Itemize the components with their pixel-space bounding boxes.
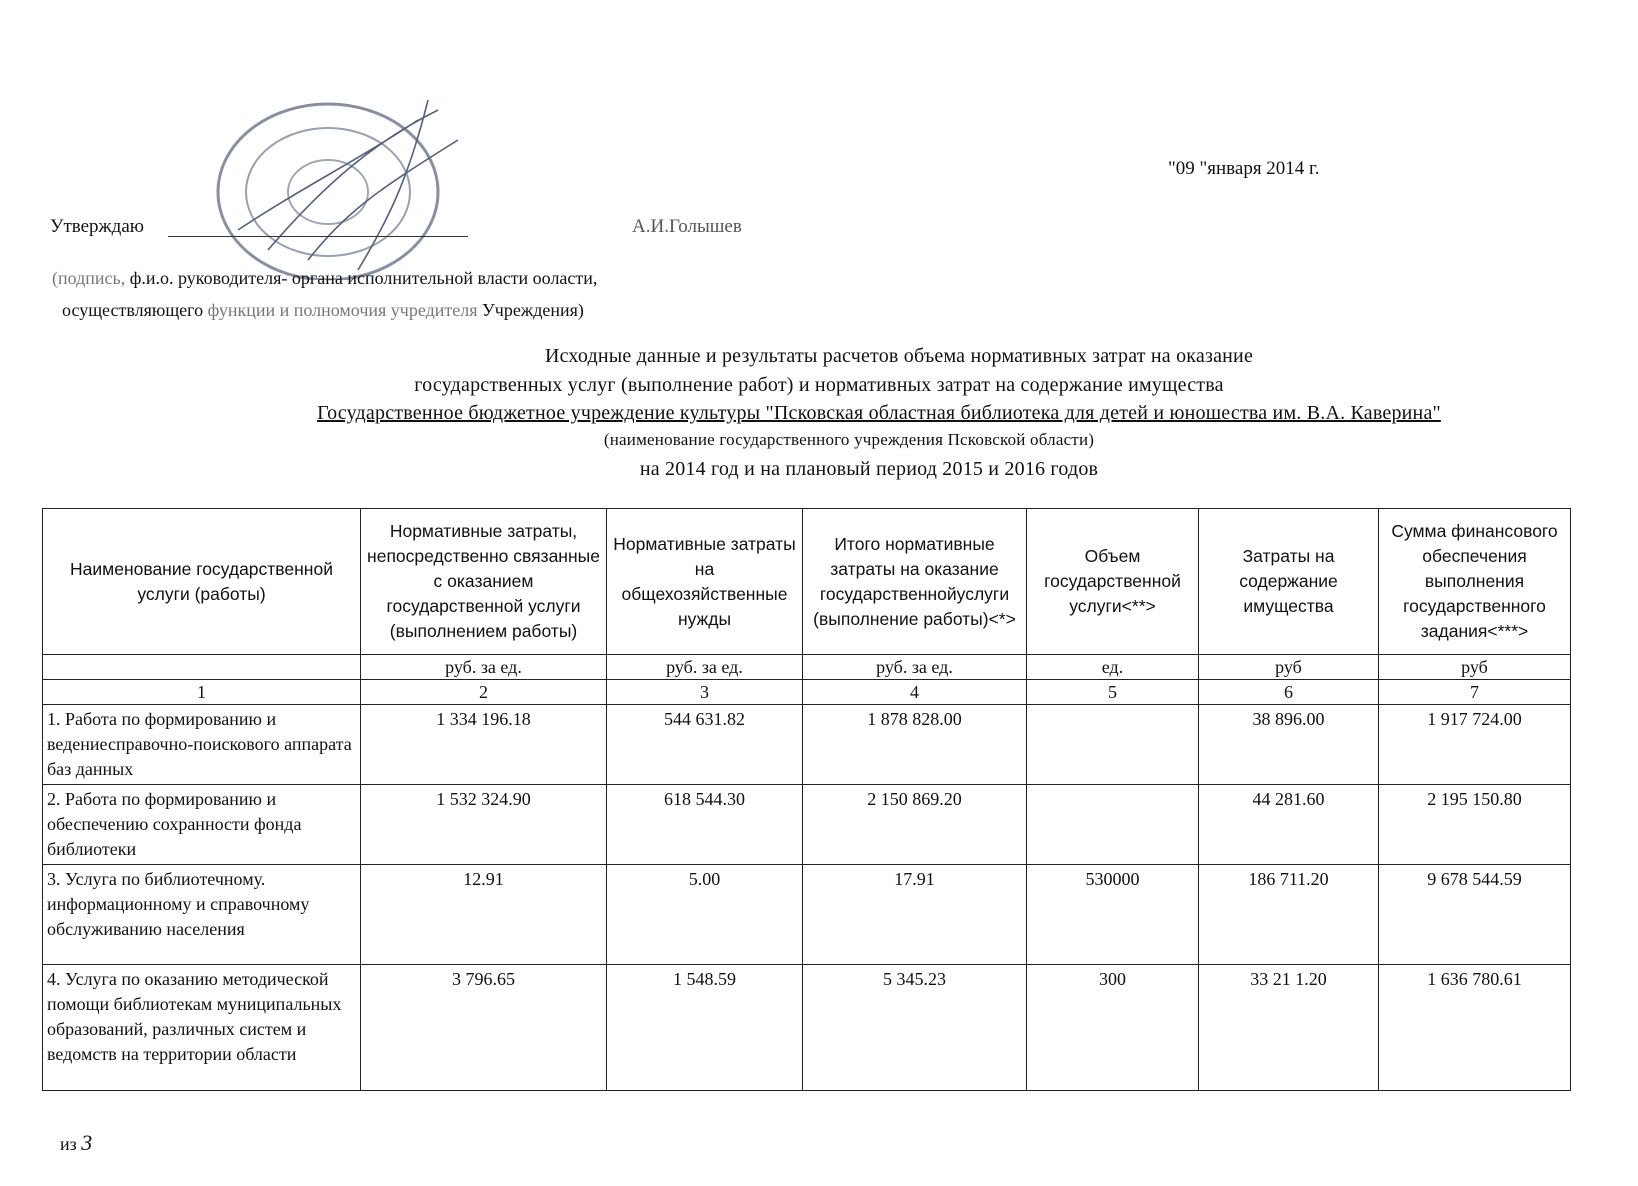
value-cell xyxy=(1027,785,1199,865)
approve-label: Утверждаю xyxy=(50,216,144,237)
value-cell: 3 796.65 xyxy=(361,965,607,1091)
unit-cell: руб. за ед. xyxy=(361,655,607,680)
service-name-cell: 3. Услуга по библиотечному. информационному и справочному обслуживанию населения xyxy=(43,865,361,965)
institution-name: Государственное бюджетное учреждение культуры "Псковская областная библиотека для детей и юношества им. В.А. Каверина" xyxy=(317,402,1441,424)
header-general-costs: Нормативные затраты на общехозяйственные нужды xyxy=(607,509,803,655)
service-name-cell: 1. Работа по формированию и ведениесправочно-поискового аппарата баз данных xyxy=(43,705,361,785)
header-total-costs: Итого нормативные затраты на оказание государственнойуслуги (выполнение работы)<*> xyxy=(803,509,1027,655)
header-financing-sum: Сумма финансового обеспечения выполнения государственного задания<***> xyxy=(1379,509,1571,655)
doc-title-line1: Исходные данные и результаты расчетов объема нормативных затрат на оказание xyxy=(544,345,1254,367)
caption-signature-word: (подпись, xyxy=(52,268,126,288)
value-cell: 12.91 xyxy=(361,865,607,965)
page-number: 3 xyxy=(81,1130,93,1155)
service-name-cell: 4. Услуга по оказанию методической помощи библиотекам муниципальных образований, различных систем и ведомств на территории области xyxy=(43,965,361,1091)
value-cell: 2 150 869.20 xyxy=(803,785,1027,865)
signature-strokes xyxy=(238,100,458,270)
value-cell: 1 334 196.18 xyxy=(361,705,607,785)
value-cell: 5.00 xyxy=(607,865,803,965)
table-header-row xyxy=(43,509,1571,655)
value-cell: 33 21 1.20 xyxy=(1199,965,1379,1091)
caption-text-faded: функции и полномочия учредителя xyxy=(207,300,478,320)
value-cell: 17.91 xyxy=(803,865,1027,965)
signature-line xyxy=(168,236,468,237)
value-cell: 5 345.23 xyxy=(803,965,1027,1091)
doc-title-line2: государственных услуг (выполнение работ) и нормативных затрат на содержание имущества xyxy=(414,374,1224,396)
stamp-outer-ring xyxy=(218,104,438,280)
value-cell: 530000 xyxy=(1027,865,1199,965)
caption-text: ф.и.о. руководителя- органа исполнительной власти ооласти, xyxy=(129,268,598,288)
page-footer xyxy=(60,1130,92,1156)
header-direct-costs: Нормативные затраты, непосредственно связанные с оказанием государственной услуги (выполнением работы) xyxy=(361,509,607,655)
index-cell: 1 xyxy=(43,680,361,705)
index-cell: 5 xyxy=(1027,680,1199,705)
value-cell: 1 532 324.90 xyxy=(361,785,607,865)
cost-table xyxy=(42,508,1571,1091)
header-property-costs: Затраты на содержание имущества xyxy=(1199,509,1379,655)
table-row xyxy=(43,865,1571,965)
unit-cell: ед. xyxy=(1027,655,1199,680)
value-cell: 1 548.59 xyxy=(607,965,803,1091)
unit-cell: руб. за ед. xyxy=(607,655,803,680)
value-cell: 2 195 150.80 xyxy=(1379,785,1571,865)
index-cell: 7 xyxy=(1379,680,1571,705)
planning-period: на 2014 год и на плановый период 2015 и 2016 годов xyxy=(639,458,1099,480)
caption-text-b: Учреждения) xyxy=(482,300,584,320)
value-cell: 186 711.20 xyxy=(1199,865,1379,965)
value-cell: 300 xyxy=(1027,965,1199,1091)
table-row xyxy=(43,785,1571,865)
value-cell: 38 896.00 xyxy=(1199,705,1379,785)
signature-caption-line2 xyxy=(62,300,584,321)
value-cell: 544 631.82 xyxy=(607,705,803,785)
official-stamp-signature xyxy=(208,100,468,280)
unit-cell: руб xyxy=(1379,655,1571,680)
table-row xyxy=(43,965,1571,1091)
value-cell: 1 878 828.00 xyxy=(803,705,1027,785)
index-cell: 4 xyxy=(803,680,1027,705)
signature-caption-line1 xyxy=(52,268,597,289)
value-cell: 1 636 780.61 xyxy=(1379,965,1571,1091)
unit-cell: руб xyxy=(1199,655,1379,680)
approver-name: А.И.Голышев xyxy=(632,216,742,237)
caption-text-a: осуществляющего xyxy=(62,300,204,320)
header-service-volume: Объем государственной услуги<**> xyxy=(1027,509,1199,655)
value-cell: 9 678 544.59 xyxy=(1379,865,1571,965)
table-units-row xyxy=(43,655,1571,680)
value-cell: 1 917 724.00 xyxy=(1379,705,1571,785)
header-service-name: Наименование государственной услуги (работы) xyxy=(43,509,361,655)
unit-cell: руб. за ед. xyxy=(803,655,1027,680)
value-cell xyxy=(1027,705,1199,785)
table-row xyxy=(43,705,1571,785)
page-of-label: из xyxy=(60,1134,77,1154)
unit-cell xyxy=(43,655,361,680)
index-cell: 2 xyxy=(361,680,607,705)
value-cell: 618 544.30 xyxy=(607,785,803,865)
index-cell: 3 xyxy=(607,680,803,705)
institution-name-caption: (наименование государственного учреждения Псковской области) xyxy=(603,430,1095,449)
table-index-row xyxy=(43,680,1571,705)
index-cell: 6 xyxy=(1199,680,1379,705)
value-cell: 44 281.60 xyxy=(1199,785,1379,865)
service-name-cell: 2. Работа по формированию и обеспечению сохранности фонда библиотеки xyxy=(43,785,361,865)
approval-date: "09 "января 2014 г. xyxy=(1168,158,1320,179)
